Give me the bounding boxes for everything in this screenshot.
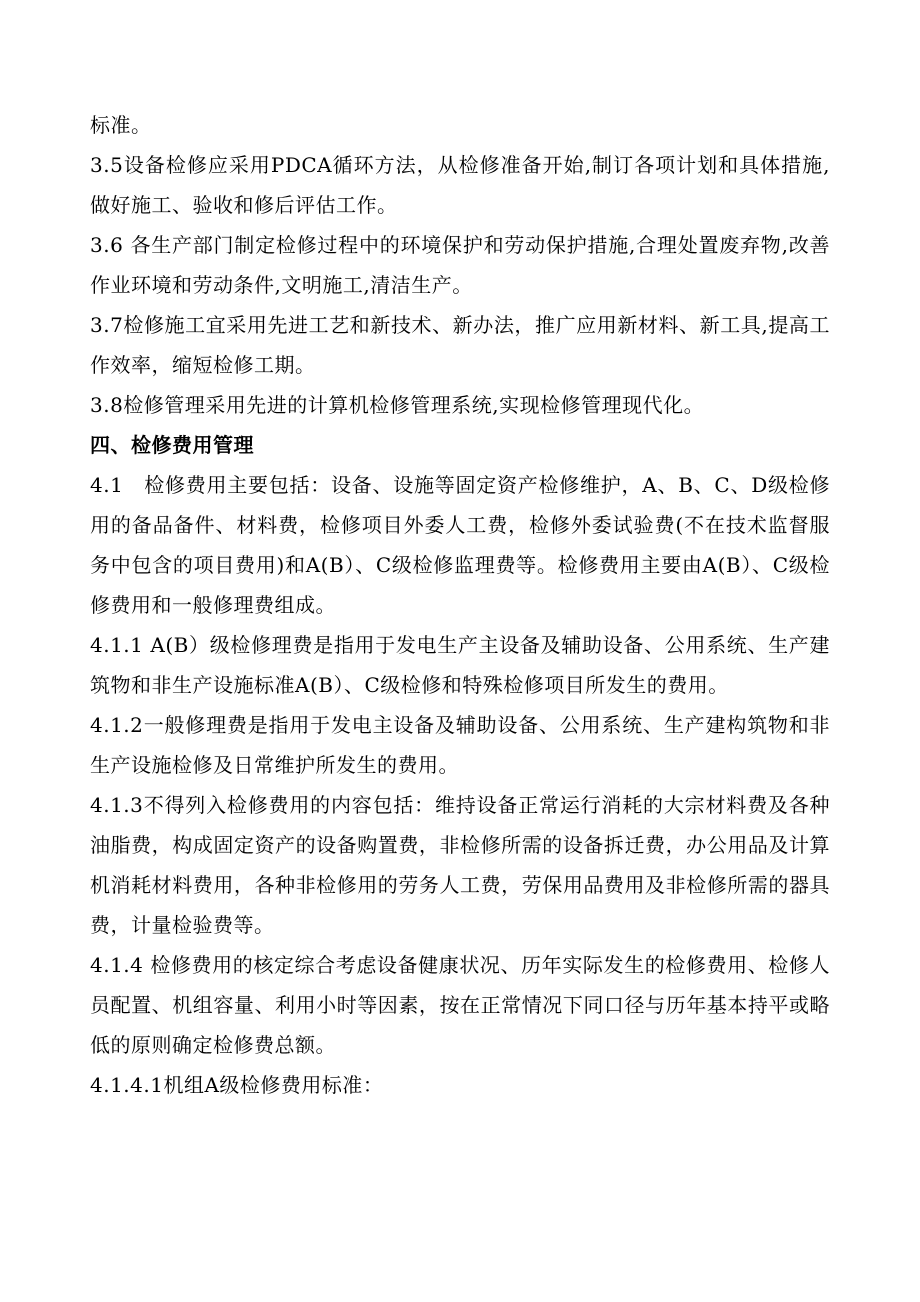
paragraph-4-1-1: 4.1.1 A(B）级检修理费是指用于发电生产主设备及辅助设备、公用系统、生产建筑物和非生产设施标准A(B）、C级检修和特殊检修项目所发生的费用。: [90, 633, 830, 697]
paragraph-4-1-4-1: 4.1.4.1机组A级检修费用标准：: [90, 1073, 384, 1097]
paragraph-4-1-3: 4.1.3不得列入检修费用的内容包括：维持设备正常运行消耗的大宗材料费及各种油脂费，构成固定资产的设备购置费，非检修所需的设备拆迁费，办公用品及计算机消耗材料费用，各种非检修用的劳务人工费，劳保用品费用及非检修所需的器具费，计量检验费等。: [90, 793, 830, 937]
section-heading-4: 四、检修费用管理: [90, 433, 254, 457]
document-page: [90, 105, 830, 1105]
paragraph-4-1-2: 4.1.2一般修理费是指用于发电主设备及辅助设备、公用系统、生产建构筑物和非生产设施检修及日常维护所发生的费用。: [90, 713, 830, 777]
paragraph-3-6: 3.6 各生产部门制定检修过程中的环境保护和劳动保护措施,合理处置废弃物,改善作业环境和劳动条件,文明施工,清洁生产。: [90, 233, 830, 297]
paragraph-4-1-4: 4.1.4 检修费用的核定综合考虑设备健康状况、历年实际发生的检修费用、检修人员配置、机组容量、利用小时等因素，按在正常情况下同口径与历年基本持平或略低的原则确定检修费总额。: [90, 953, 830, 1057]
paragraph-3-5: 3.5设备检修应采用PDCA循环方法，从检修准备开始,制订各项计划和具体措施,做好施工、验收和修后评估工作。: [90, 153, 830, 217]
paragraph-3-8: 3.8检修管理采用先进的计算机检修管理系统,实现检修管理现代化。: [90, 393, 705, 417]
paragraph-continuation: 标准。: [90, 113, 152, 137]
paragraph-3-7: 3.7检修施工宜采用先进工艺和新技术、新办法，推广应用新材料、新工具,提高工作效率，缩短检修工期。: [90, 313, 830, 377]
paragraph-4-1: 4.1 检修费用主要包括：设备、设施等固定资产检修维护，A、B、C、D级检修用的备品备件、材料费，检修项目外委人工费，检修外委试验费(不在技术监督服务中包含的项目费用)和A(B）、C级检修监理费等。检修费用主要由A(B）、C级检修费用和一般修理费组成。: [90, 473, 830, 617]
